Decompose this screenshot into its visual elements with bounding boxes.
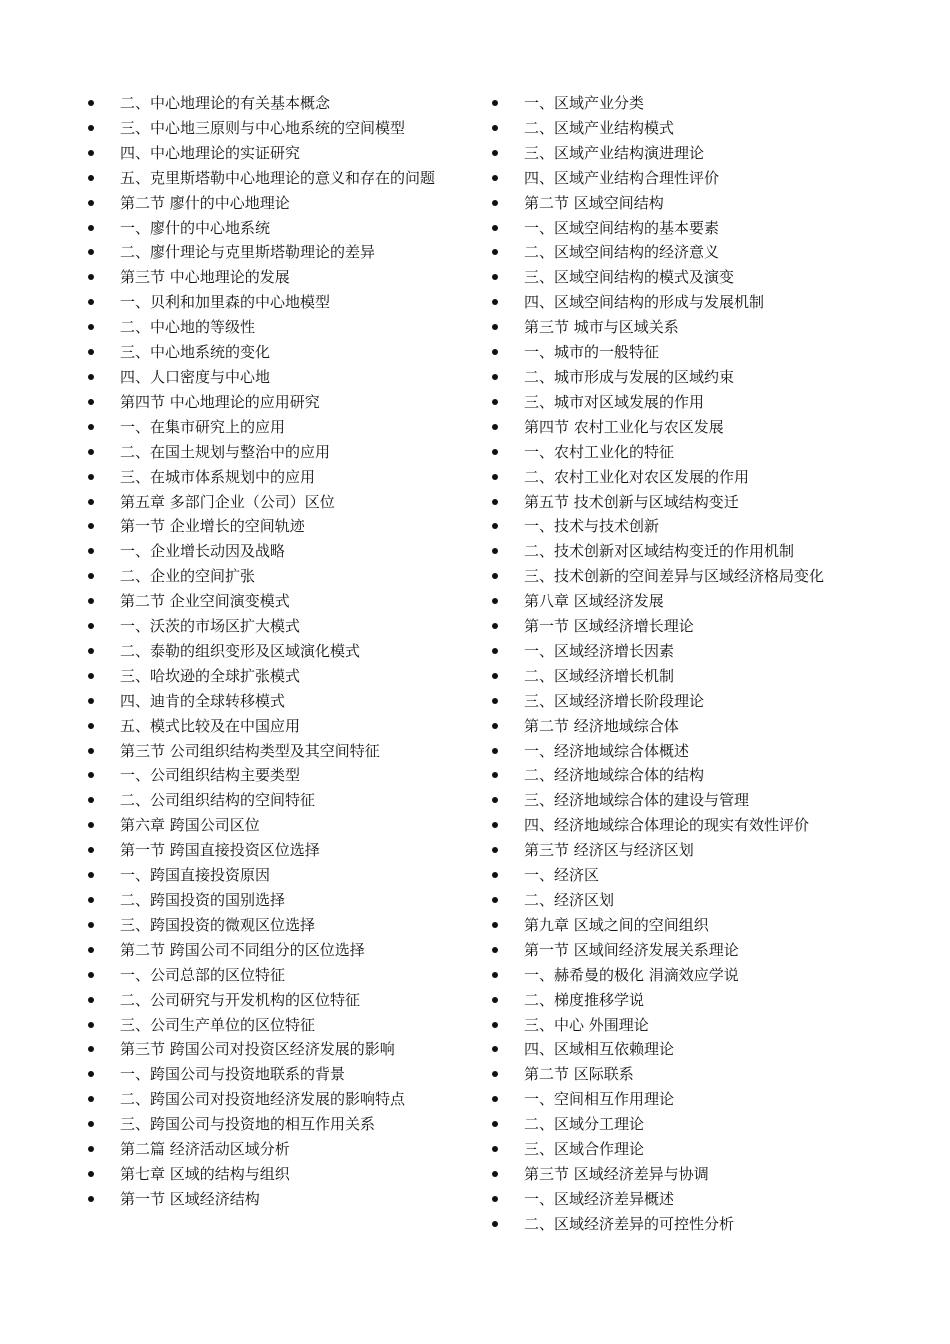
toc-list-item (88, 1037, 468, 1062)
toc-item-text: 二、中心地的等级性 (120, 318, 256, 337)
toc-item-text: 第四节 中心地理论的应用研究 (120, 392, 320, 411)
toc-item-text: 一、在集市研究上的应用 (120, 417, 286, 436)
toc-item-text: 四、人口密度与中心地 (120, 367, 271, 386)
toc-list-item (492, 514, 912, 539)
toc-list-item (492, 988, 912, 1013)
toc-list-item (492, 664, 912, 689)
toc-list-item (88, 1137, 468, 1162)
toc-list-item (88, 1187, 468, 1212)
toc-list-item (492, 714, 912, 739)
toc-list-item (492, 1112, 912, 1137)
toc-item-text: 一、农村工业化的特征 (524, 442, 675, 461)
bullet-icon (88, 673, 94, 679)
toc-item-text: 一、赫希曼的极化 涓滴效应学说 (524, 965, 739, 984)
bullet-icon (492, 424, 498, 430)
toc-list-item (88, 1013, 468, 1038)
toc-item-text: 第二节 企业空间演变模式 (120, 592, 290, 611)
toc-list-item (492, 788, 912, 813)
toc-item-text: 三、中心 外围理论 (524, 1015, 649, 1034)
toc-list-item (88, 788, 468, 813)
bullet-icon (88, 623, 94, 629)
toc-item-text: 一、跨国公司与投资地联系的背景 (120, 1065, 346, 1084)
toc-list-item (88, 739, 468, 764)
toc-list-item (88, 465, 468, 490)
toc-list-item (88, 938, 468, 963)
bullet-icon (88, 847, 94, 853)
bullet-icon (88, 797, 94, 803)
bullet-icon (88, 598, 94, 604)
toc-list-item (88, 91, 468, 116)
bullet-icon (492, 349, 498, 355)
toc-item-text: 三、城市对区域发展的作用 (524, 392, 705, 411)
toc-item-text: 二、经济区划 (524, 891, 615, 909)
toc-list-item (88, 141, 468, 166)
bullet-icon (492, 324, 498, 330)
toc-list-item (492, 739, 912, 764)
toc-list-item (492, 863, 912, 888)
toc-item-text: 三、区域产业结构演进理论 (524, 143, 705, 162)
bullet-icon (88, 200, 94, 206)
toc-item-text: 五、模式比较及在中国应用 (120, 716, 301, 735)
toc-list-item (492, 191, 912, 216)
toc-item-text: 一、经济区 (524, 866, 600, 885)
toc-list-item (88, 514, 468, 539)
toc-item-text: 四、区域空间结构的形成与发展机制 (524, 293, 765, 312)
toc-list-item (88, 365, 468, 390)
toc-list-item (88, 888, 468, 913)
toc-list-item (88, 1112, 468, 1137)
bullet-icon (492, 299, 498, 305)
toc-list-item (88, 614, 468, 639)
toc-list-item (492, 539, 912, 564)
toc-list-item (88, 240, 468, 265)
toc-list-item (88, 714, 468, 739)
toc-list-item (88, 913, 468, 938)
toc-list-item (88, 639, 468, 664)
toc-item-text: 三、中心地三原则与中心地系统的空间模型 (120, 118, 406, 137)
toc-item-text: 二、公司研究与开发机构的区位特征 (120, 990, 361, 1009)
toc-list-item (492, 763, 912, 788)
toc-list-item (492, 888, 912, 913)
toc-list-item (492, 116, 912, 141)
toc-item-text: 第二节 跨国公司不同组分的区位选择 (120, 940, 365, 959)
toc-list-item (88, 763, 468, 788)
toc-item-text: 第一节 区域经济增长理论 (524, 617, 694, 636)
toc-list-item (492, 216, 912, 241)
toc-item-text: 第一节 区域间经济发展关系理论 (524, 940, 739, 959)
toc-list-item (88, 440, 468, 465)
bullet-icon (88, 225, 94, 231)
bullet-icon (492, 150, 498, 156)
bullet-icon (88, 972, 94, 978)
toc-item-text: 三、跨国投资的微观区位选择 (120, 915, 316, 934)
bullet-icon (88, 1171, 94, 1177)
toc-item-text: 二、城市形成与发展的区域约束 (524, 367, 735, 386)
toc-list-item (492, 1062, 912, 1087)
toc-list-item (88, 664, 468, 689)
bullet-icon (88, 1022, 94, 1028)
toc-item-text: 第四节 农村工业化与农区发展 (524, 417, 724, 436)
toc-item-text: 一、企业增长动因及战略 (120, 542, 286, 561)
bullet-icon (492, 1022, 498, 1028)
toc-list-item (492, 415, 912, 440)
toc-item-text: 一、城市的一般特征 (524, 343, 660, 362)
toc-list-item (492, 1187, 912, 1212)
toc-item-text: 第二节 廖什的中心地理论 (120, 193, 290, 212)
toc-list-item (88, 863, 468, 888)
bullet-icon (88, 748, 94, 754)
bullet-icon (88, 822, 94, 828)
bullet-icon (492, 523, 498, 529)
toc-item-text: 第三节 中心地理论的发展 (120, 268, 290, 287)
toc-list-item (492, 290, 912, 315)
toc-item-text: 一、区域经济差异概述 (524, 1189, 675, 1208)
bullet-icon (492, 249, 498, 255)
bullet-icon (88, 947, 94, 953)
toc-list-item (492, 938, 912, 963)
bullet-icon (88, 249, 94, 255)
toc-item-text: 四、中心地理论的实证研究 (120, 143, 301, 162)
bullet-icon (492, 897, 498, 903)
toc-list-item (492, 265, 912, 290)
bullet-icon (88, 424, 94, 430)
toc-item-text: 四、迪肯的全球转移模式 (120, 691, 286, 710)
bullet-icon (492, 797, 498, 803)
toc-list-item (492, 813, 912, 838)
toc-item-text: 第二节 经济地域综合体 (524, 716, 679, 735)
toc-item-text: 三、经济地域综合体的建设与管理 (524, 791, 750, 810)
toc-item-text: 三、区域空间结构的模式及演变 (524, 268, 735, 287)
toc-item-text: 二、农村工业化对农区发展的作用 (524, 467, 750, 486)
bullet-icon (492, 623, 498, 629)
toc-list-item (492, 166, 912, 191)
bullet-icon (492, 100, 498, 106)
toc-list-item (88, 390, 468, 415)
toc-item-text: 二、区域经济增长机制 (524, 666, 675, 685)
bullet-icon (88, 299, 94, 305)
bullet-icon (492, 972, 498, 978)
bullet-icon (492, 499, 498, 505)
bullet-icon (492, 175, 498, 181)
toc-list-item (492, 963, 912, 988)
toc-list-item (88, 539, 468, 564)
bullet-icon (88, 698, 94, 704)
toc-item-text: 二、区域分工理论 (524, 1115, 645, 1134)
toc-list-item (88, 1062, 468, 1087)
toc-item-text: 二、技术创新对区域结构变迁的作用机制 (524, 542, 795, 561)
toc-item-text: 四、区域相互依赖理论 (524, 1040, 675, 1059)
bullet-icon (492, 1171, 498, 1177)
toc-list-item (88, 963, 468, 988)
toc-item-text: 二、区域产业结构模式 (524, 118, 675, 137)
bullet-icon (88, 499, 94, 505)
bullet-icon (88, 100, 94, 106)
toc-item-text: 二、区域经济差异的可控性分析 (524, 1214, 735, 1233)
bullet-icon (492, 1196, 498, 1202)
bullet-icon (88, 1046, 94, 1052)
toc-list-item (492, 913, 912, 938)
bullet-icon (492, 947, 498, 953)
toc-list-item (88, 166, 468, 191)
toc-list-item (492, 465, 912, 490)
bullet-icon (492, 772, 498, 778)
toc-item-text: 一、经济地域综合体概述 (524, 741, 690, 760)
toc-item-text: 第二节 区际联系 (524, 1065, 634, 1084)
toc-item-text: 二、公司组织结构的空间特征 (120, 791, 316, 810)
toc-item-text: 二、泰勒的组织变形及区域演化模式 (120, 641, 361, 660)
bullet-icon (492, 648, 498, 654)
toc-item-text: 第三节 经济区与经济区划 (524, 841, 694, 860)
bullet-icon (492, 1121, 498, 1127)
toc-item-text: 第八章 区域经济发展 (524, 592, 664, 611)
toc-item-text: 一、贝利和加里森的中心地模型 (120, 293, 331, 312)
bullet-icon (492, 997, 498, 1003)
bullet-icon (88, 897, 94, 903)
bullet-icon (492, 548, 498, 554)
toc-item-text: 一、技术与技术创新 (524, 517, 660, 536)
bullet-icon (88, 1096, 94, 1102)
toc-item-text: 一、区域空间结构的基本要素 (524, 218, 720, 237)
bullet-icon (88, 449, 94, 455)
toc-item-text: 二、区域空间结构的经济意义 (524, 243, 720, 262)
toc-list-item (88, 415, 468, 440)
bullet-icon (492, 1071, 498, 1077)
toc-list-item (492, 365, 912, 390)
bullet-icon (492, 698, 498, 704)
toc-list-item (88, 564, 468, 589)
bullet-icon (88, 175, 94, 181)
bullet-icon (88, 150, 94, 156)
bullet-icon (492, 748, 498, 754)
bullet-icon (492, 274, 498, 280)
toc-item-text: 二、跨国公司对投资地经济发展的影响特点 (120, 1090, 406, 1109)
toc-list-item (88, 116, 468, 141)
bullet-icon (492, 225, 498, 231)
bullet-icon (88, 772, 94, 778)
toc-list-item (492, 340, 912, 365)
toc-item-text: 二、廖什理论与克里斯塔勒理论的差异 (120, 243, 376, 262)
toc-item-text: 一、公司组织结构主要类型 (120, 766, 301, 785)
toc-item-text: 一、公司总部的区位特征 (120, 965, 286, 984)
bullet-icon (88, 1146, 94, 1152)
toc-item-text: 三、技术创新的空间差异与区域经济格局变化 (524, 567, 825, 586)
toc-item-text: 一、空间相互作用理论 (524, 1090, 675, 1109)
toc-item-text: 第一节 跨国直接投资区位选择 (120, 841, 320, 860)
bullet-icon (492, 1146, 498, 1152)
toc-list-item (492, 390, 912, 415)
toc-item-text: 第三节 公司组织结构类型及其空间特征 (120, 741, 380, 760)
toc-list-item (492, 240, 912, 265)
toc-list-item (88, 191, 468, 216)
toc-list-item (88, 490, 468, 515)
toc-list-item (88, 315, 468, 340)
bullet-icon (88, 399, 94, 405)
bullet-icon (492, 822, 498, 828)
bullet-icon (88, 1196, 94, 1202)
toc-list-item (88, 1162, 468, 1187)
toc-list-item (88, 689, 468, 714)
bullet-icon (492, 1096, 498, 1102)
toc-item-text: 第一节 企业增长的空间轨迹 (120, 517, 305, 536)
toc-item-text: 一、廖什的中心地系统 (120, 218, 271, 237)
toc-list-item (492, 614, 912, 639)
toc-item-text: 第二篇 经济活动区域分析 (120, 1140, 290, 1159)
toc-item-text: 一、区域产业分类 (524, 94, 645, 112)
toc-item-text: 四、区域产业结构合理性评价 (524, 168, 720, 187)
toc-list-item (88, 589, 468, 614)
toc-right-column (492, 91, 912, 1237)
bullet-icon (88, 349, 94, 355)
toc-list-item (88, 265, 468, 290)
toc-item-text: 第九章 区域之间的空间组织 (524, 915, 709, 934)
toc-item-text: 五、克里斯塔勒中心地理论的意义和存在的问题 (120, 168, 436, 187)
toc-item-text: 三、跨国公司与投资地的相互作用关系 (120, 1115, 376, 1134)
toc-item-text: 三、公司生产单位的区位特征 (120, 1015, 316, 1034)
bullet-icon (88, 573, 94, 579)
toc-item-text: 第五章 多部门企业（公司）区位 (120, 492, 335, 511)
toc-list-item (492, 589, 912, 614)
bullet-icon (88, 324, 94, 330)
bullet-icon (492, 872, 498, 878)
bullet-icon (492, 449, 498, 455)
toc-item-text: 四、经济地域综合体理论的现实有效性评价 (524, 816, 810, 835)
toc-list-item (88, 838, 468, 863)
bullet-icon (492, 399, 498, 405)
toc-list-item (492, 91, 912, 116)
bullet-icon (492, 200, 498, 206)
toc-list-item (492, 141, 912, 166)
toc-list-item (492, 639, 912, 664)
bullet-icon (88, 997, 94, 1003)
bullet-icon (88, 1121, 94, 1127)
toc-item-text: 二、在国土规划与整治中的应用 (120, 442, 331, 461)
toc-item-text: 第三节 跨国公司对投资区经济发展的影响 (120, 1040, 395, 1059)
toc-list-item (492, 1137, 912, 1162)
toc-list-item (88, 290, 468, 315)
toc-item-text: 二、企业的空间扩张 (120, 567, 256, 586)
toc-item-text: 第三节 区域经济差异与协调 (524, 1164, 709, 1183)
bullet-icon (88, 1071, 94, 1077)
toc-item-text: 三、中心地系统的变化 (120, 343, 271, 362)
toc-item-text: 第五节 技术创新与区域结构变迁 (524, 492, 739, 511)
toc-list-item (88, 1087, 468, 1112)
bullet-icon (88, 374, 94, 380)
bullet-icon (492, 474, 498, 480)
bullet-icon (88, 648, 94, 654)
bullet-icon (492, 598, 498, 604)
toc-item-text: 二、中心地理论的有关基本概念 (120, 94, 331, 112)
toc-item-text: 二、跨国投资的国别选择 (120, 891, 286, 909)
bullet-icon (492, 673, 498, 679)
bullet-icon (88, 523, 94, 529)
toc-list-item (492, 564, 912, 589)
toc-item-text: 第二节 区域空间结构 (524, 193, 664, 212)
toc-item-text: 一、区域经济增长因素 (524, 641, 675, 660)
toc-item-text: 第一节 区域经济结构 (120, 1189, 260, 1208)
toc-list-item (492, 838, 912, 863)
toc-item-text: 三、区域经济增长阶段理论 (524, 691, 705, 710)
bullet-icon (492, 723, 498, 729)
toc-item-text: 第三节 城市与区域关系 (524, 318, 679, 337)
bullet-icon (492, 573, 498, 579)
toc-list-item (492, 1037, 912, 1062)
toc-item-text: 三、哈坎逊的全球扩张模式 (120, 666, 301, 685)
bullet-icon (88, 872, 94, 878)
toc-list-item (88, 988, 468, 1013)
toc-list-item (492, 1013, 912, 1038)
toc-list-item (88, 216, 468, 241)
bullet-icon (492, 374, 498, 380)
toc-list-item (492, 1162, 912, 1187)
bullet-icon (88, 548, 94, 554)
toc-item-text: 二、经济地域综合体的结构 (524, 766, 705, 785)
toc-item-text: 二、梯度推移学说 (524, 990, 645, 1009)
toc-list-item (492, 1212, 912, 1237)
bullet-icon (492, 125, 498, 131)
bullet-icon (492, 847, 498, 853)
toc-list-item (492, 1087, 912, 1112)
toc-list-item (492, 689, 912, 714)
toc-item-text: 第六章 跨国公司区位 (120, 816, 260, 835)
toc-item-text: 三、在城市体系规划中的应用 (120, 467, 316, 486)
bullet-icon (492, 1221, 498, 1227)
bullet-icon (88, 274, 94, 280)
bullet-icon (88, 723, 94, 729)
toc-list-item (492, 490, 912, 515)
bullet-icon (492, 922, 498, 928)
toc-item-text: 一、跨国直接投资原因 (120, 866, 271, 885)
bullet-icon (88, 125, 94, 131)
toc-list-item (88, 340, 468, 365)
toc-list-item (492, 315, 912, 340)
bullet-icon (492, 1046, 498, 1052)
toc-item-text: 第七章 区域的结构与组织 (120, 1164, 290, 1183)
toc-left-column (88, 91, 468, 1212)
bullet-icon (88, 922, 94, 928)
toc-item-text: 一、沃茨的市场区扩大模式 (120, 617, 301, 636)
toc-item-text: 三、区域合作理论 (524, 1140, 645, 1159)
toc-list-item (88, 813, 468, 838)
bullet-icon (88, 474, 94, 480)
toc-list-item (492, 440, 912, 465)
